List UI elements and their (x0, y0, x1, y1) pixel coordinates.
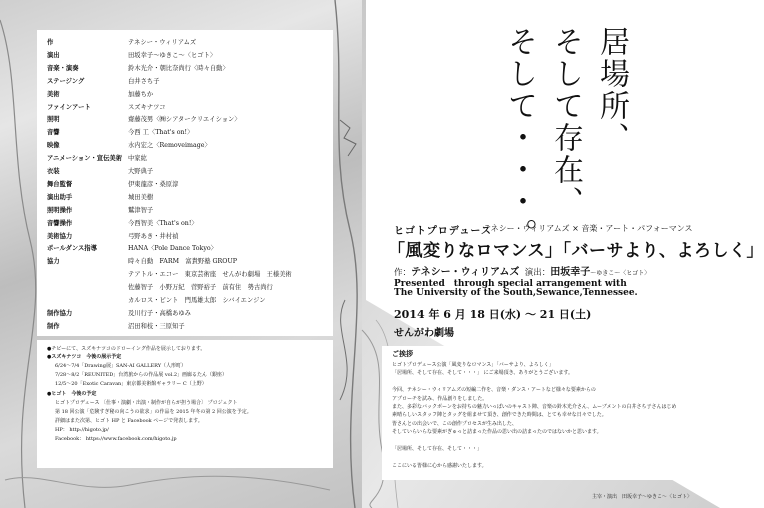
credit-name: 時々自動 FARM 富貴野塾 GROUP (128, 258, 238, 266)
credit-role: 演出 (47, 51, 60, 59)
higoto-logo: ヒゴトプロデュース (394, 226, 492, 237)
credit-role: ステージング (47, 77, 85, 85)
greeting-heading: ご挨拶 (392, 349, 413, 358)
credit-row (37, 178, 333, 192)
credit-role: 音響操作 (47, 219, 73, 227)
credit-role: 衣装 (47, 168, 60, 175)
credit-name: テネシー・ウィリアムズ (128, 39, 197, 46)
credit-name: 中家紘 (128, 155, 147, 163)
playwright-name: テネシー・ウィリアムズ (411, 267, 520, 278)
english-line-2: The University of the South,Sewance,Tennessee. (394, 288, 638, 298)
credit-role: 照明 (47, 116, 60, 124)
title-line-1: 居場所、 (594, 26, 629, 154)
credit-role: 美術協力 (47, 232, 73, 240)
greeting-line: そしていらいらな要素がぎゅっと詰まった作品の思い出の詰まったのではないかと思います。 (392, 429, 602, 436)
playwright-label: 作： (394, 268, 412, 278)
credit-role: 音響 (47, 129, 60, 137)
credit-name: カルロス・ピント 門馬雄太郎 シバイエンジン (128, 297, 266, 304)
title-line-3: そして・・・。 (502, 26, 537, 250)
credit-role: 映像 (47, 142, 60, 150)
credit-name: 沼田和枝・三原知子 (128, 322, 185, 330)
credit-row (37, 230, 333, 244)
suzuki-item: 12/5〜20「Exotic Caravan」東京都美術館ギャラリー C（上野） (55, 381, 207, 387)
credit-row (37, 294, 333, 308)
credits-panel (37, 30, 333, 336)
greeting-line: 「居場所、そして存在、そして・・・」 にご来場頂き、ありがとうございます。 (392, 370, 573, 377)
credit-row (37, 139, 333, 153)
credit-name: 齋藤茂男〈㈱シアタークリエイション〉 (128, 116, 241, 124)
greeting-line: また、多彩なバックボーンをお持ちの魅力いっぱいのキャスト陣、音楽の鈴木光介さん、ムーブメントの白井さち子さんはじめ (392, 404, 677, 410)
suzuki-heading: ●スズキナツコ 今後の展示予定 (47, 354, 122, 360)
credit-row (37, 191, 333, 205)
credit-row (37, 101, 333, 115)
credit-name: 加藤ちか (128, 90, 154, 98)
main-title: 「風変りなロマンス」「バーサより、よろしく」 (388, 241, 764, 261)
credit-role: ポールダンス指導 (47, 245, 97, 253)
credit-row (37, 126, 333, 140)
performance-dates: 2014 年 6 月 18 日(水) 〜 21 日(土) (394, 308, 592, 321)
higoto-item: ヒゴトプロデュース 〔仕事・演劇・出演・制作が自らが担う場合〕 プロジェクト (55, 400, 238, 406)
subtitle: テネシー・ウィリアムズ × 音楽・アート・パフォーマンス (483, 224, 693, 233)
credit-row (37, 242, 333, 256)
credit-name: 田坂幸子〜ゆきこ〜〈ヒゴト〉 (128, 51, 217, 59)
credit-row (37, 281, 333, 295)
director-name: 田坂幸子 (550, 267, 591, 278)
credit-row (37, 36, 333, 50)
english-line-1: Presented through special arrangement with (394, 279, 627, 289)
credit-row (37, 152, 333, 166)
greeting-line: アプローチを試み、作品創りをしました。 (392, 395, 488, 402)
credit-role: アニメーション・宣伝美術 (47, 155, 122, 163)
footer-credit: 主宰・演出 田坂幸子〜ゆきこ〜〈ヒゴト〉 (592, 494, 693, 500)
title-line-2: そして存在、 (548, 26, 583, 218)
suzuki-item: 6/24〜7/4「Drawing展」SAN-AI GALLERY（人形町） (55, 363, 187, 369)
credit-row (37, 320, 333, 334)
credit-row (37, 75, 333, 89)
credit-role: 演出助手 (47, 193, 73, 201)
higoto-heading: ●ヒゴト 今後の予定 (47, 391, 97, 397)
greeting-line: ヒゴトプロデュース公演「風変りなロマンス」「バーサより、よろしく」 (392, 362, 554, 368)
credit-role: 制作 (47, 322, 60, 330)
credit-row (37, 204, 333, 218)
credit-row (37, 307, 333, 321)
higoto-item: 第 18 回公演「危険すぎ秘の向こうの欲求」の作品を 2015 年冬の第 2 回公演を予定。 (55, 409, 252, 415)
greeting-line: 皆さんとの出会いで、この創作プロセスが生み出した、 (392, 420, 517, 427)
credit-role: 作 (47, 39, 54, 46)
director-note: 〜ゆきこ〜〈ヒゴト〉 (590, 270, 651, 277)
greeting-panel (382, 346, 704, 480)
credit-name: 及川行子・高橋あゆみ (128, 309, 191, 317)
credit-row (37, 113, 333, 127)
credit-name: 鈴木光介・朝比奈尚行〈時々自動〉 (128, 64, 229, 72)
credit-name: 鷲津智子 (128, 206, 154, 214)
notes-panel (37, 340, 333, 468)
venue: せんがわ劇場 (394, 328, 454, 339)
credit-name: 佐藤智子 小野万紀 菅野裕子 前有住 勢古尚行 (128, 284, 273, 292)
credit-name: HANA〈Pole Dance Tokyo〉 (128, 245, 217, 253)
credit-row (37, 49, 333, 63)
credit-row (37, 268, 333, 282)
credit-name: 水内宏之〈Removeimage〉 (128, 142, 211, 150)
credit-role: 音楽・演奏 (47, 64, 79, 72)
credit-name: 弓野あき・井村禎 (128, 232, 179, 240)
credit-row (37, 217, 333, 231)
director-label: 演出： (524, 268, 551, 278)
greeting-line: 今回、テネシー・ウィリアムズの短編二作を、音楽・ダンス・アートなど様々な要素からの (392, 387, 596, 394)
notes-intro: ●チピーにて、スズキナツコのドローイング作品を展示しております。 (47, 346, 206, 352)
credit-name: テアトル・エコー 東京芸術座 せんがわ劇場 王様美術 (128, 271, 292, 279)
credit-role: 美術 (47, 90, 60, 98)
credit-role: ファインアート (47, 103, 91, 111)
credit-role: 照明操作 (47, 206, 73, 214)
greeting-line: 「居場所、そして存在、そして・・・」 (392, 446, 483, 452)
credit-row (37, 62, 333, 76)
credit-name: スズキナツコ (128, 103, 166, 111)
credit-name: 今西智美〈That's on!〉 (128, 219, 198, 227)
credit-name: 大野典子 (128, 168, 154, 175)
credit-row (37, 88, 333, 102)
credit-role: 制作協力 (47, 309, 73, 317)
higoto-hp: HP： http://higoto.jp/ (55, 427, 109, 433)
higoto-facebook: Facebook： https://www.facebook.com/higoto.jp (55, 436, 177, 442)
credit-row (37, 165, 333, 179)
suzuki-item: 7/28〜8/2「REUNITED」台湾旅からの作品展 vol.2」画廊るたん（銀座） (55, 372, 228, 378)
credit-row (37, 255, 333, 269)
credit-name: 今西 工〈That's on!〉 (128, 129, 194, 137)
credit-role: 協力 (47, 258, 60, 266)
greeting-line: ここにいる皆様に心から感謝いたします。 (392, 462, 487, 469)
credit-name: 城田美樹 (128, 193, 154, 201)
greeting-line: 素晴らしいスタッフ陣とタッグを組ませて頂き、創作できた時間は、とても幸せな日々でした。 (392, 412, 607, 419)
credit-role: 舞台監督 (47, 180, 73, 188)
credit-name: 伊東龍彦・桑原淳 (128, 180, 179, 188)
credit-name: 白井さち子 (128, 77, 160, 85)
higoto-item: 詳細はまた次第、ヒゴト HP と Facebook ページで発表します。 (55, 418, 203, 424)
